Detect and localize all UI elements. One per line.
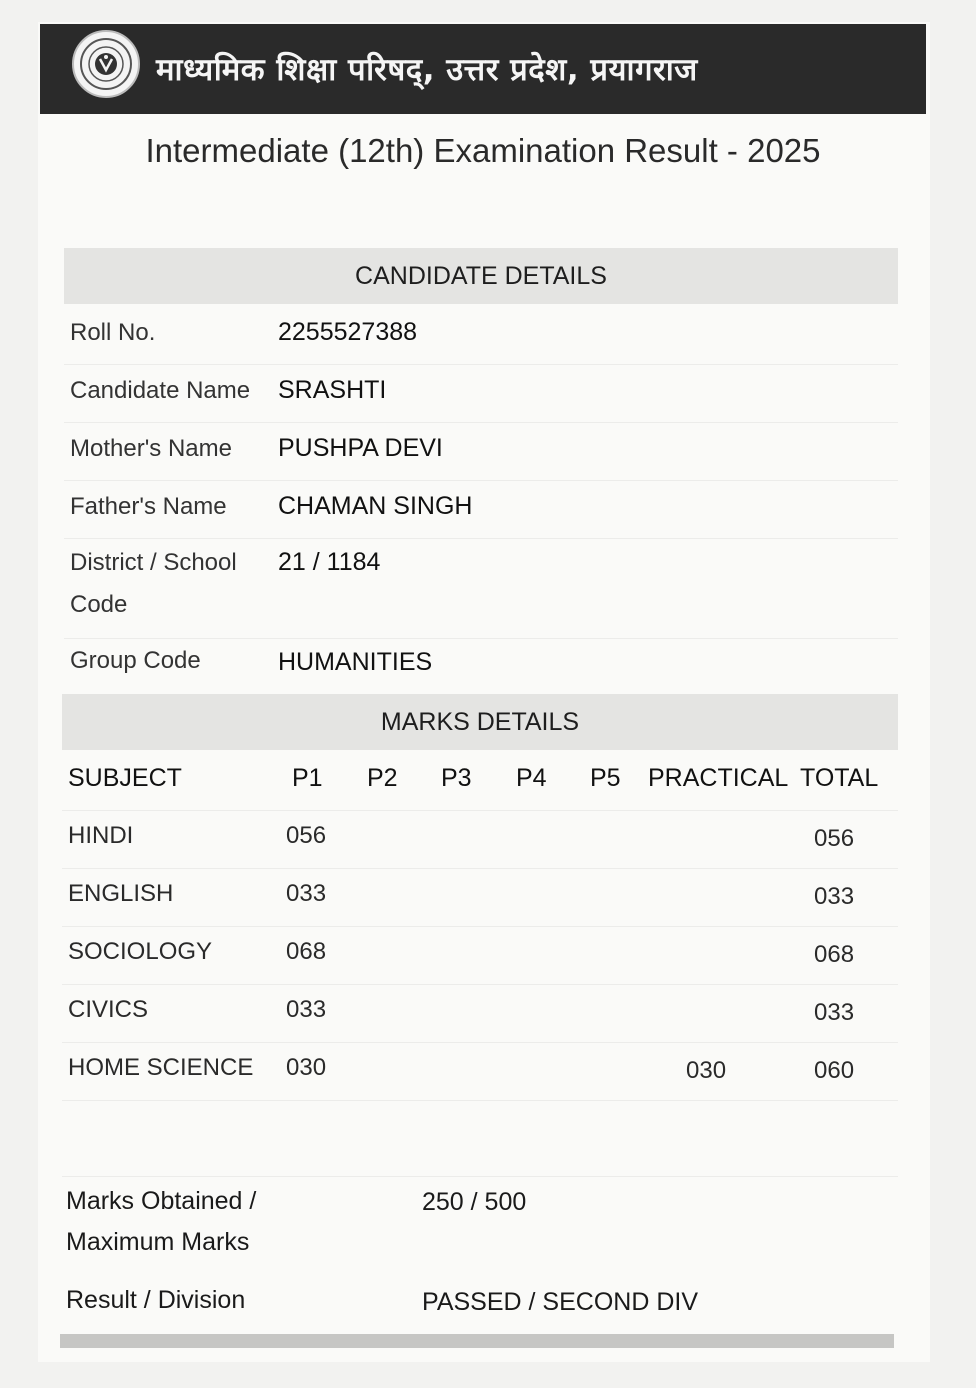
table-row [62,926,898,985]
p1-cell: 033 [286,996,327,1023]
col-header-practical: PRACTICAL [648,764,789,792]
total-cell: 068 [814,941,855,968]
result-division-value: PASSED / SECOND DIV [422,1288,698,1316]
subject-cell: SOCIOLOGY [68,938,213,965]
col-header-p3: P3 [441,764,472,792]
total-cell: 060 [814,1057,855,1084]
p1-cell: 030 [286,1054,327,1081]
field-row-roll-no [64,306,898,365]
p1-cell: 068 [286,938,327,965]
total-cell: 033 [814,999,855,1026]
board-emblem-icon [72,30,140,98]
table-row [62,810,898,869]
board-name: माध्यमिक शिक्षा परिषद्, उत्तर प्रदेश, प्रयागराज [156,52,698,88]
col-header-total: TOTAL [800,764,879,792]
field-row-group-code [64,638,898,690]
field-row-father-name [64,480,898,539]
table-row [62,868,898,927]
total-cell: 033 [814,883,855,910]
marks-details-heading: MARKS DETAILS [62,694,898,750]
field-label: Father's Name [70,493,227,520]
col-header-subject: SUBJECT [68,764,182,792]
field-value: SRASHTI [278,376,387,404]
field-value: PUSHPA DEVI [278,434,443,462]
header-bar [40,24,926,114]
field-row-candidate-name [64,364,898,423]
table-row [62,1042,898,1101]
col-header-p4: P4 [516,764,547,792]
field-value: 2255527388 [278,318,418,346]
field-label: District / School Code [70,549,237,618]
subject-cell: CIVICS [68,996,149,1023]
exam-title: Intermediate (12th) Examination Result - 2025 [145,132,821,169]
spacer-row [62,1118,898,1177]
practical-cell: 030 [686,1057,727,1084]
marks-header-row [62,752,898,811]
subject-cell: HINDI [68,822,134,849]
subject-cell: ENGLISH [68,880,174,907]
marks-obtained-value: 250 / 500 [422,1188,527,1216]
field-value: HUMANITIES [278,648,433,676]
field-row-mother-name [64,422,898,481]
field-label: Group Code [70,647,201,674]
candidate-details-heading: CANDIDATE DETAILS [64,248,898,304]
marks-obtained-label: Marks Obtained / Maximum Marks [66,1187,257,1256]
field-label: Mother's Name [70,435,232,462]
p1-cell: 033 [286,880,327,907]
total-cell: 056 [814,825,855,852]
subject-cell: HOME SCIENCE [68,1054,254,1081]
field-value: 21 / 1184 [278,548,381,576]
field-label: Candidate Name [70,377,251,404]
field-value: CHAMAN SINGH [278,492,473,520]
col-header-p2: P2 [367,764,398,792]
p1-cell: 056 [286,822,327,849]
table-row [62,984,898,1043]
result-division-label: Result / Division [66,1286,246,1314]
footer-bar [60,1334,894,1348]
col-header-p1: P1 [292,764,323,792]
field-label: Roll No. [70,319,156,346]
col-header-p5: P5 [590,764,621,792]
field-row-district-school-code [64,538,898,639]
